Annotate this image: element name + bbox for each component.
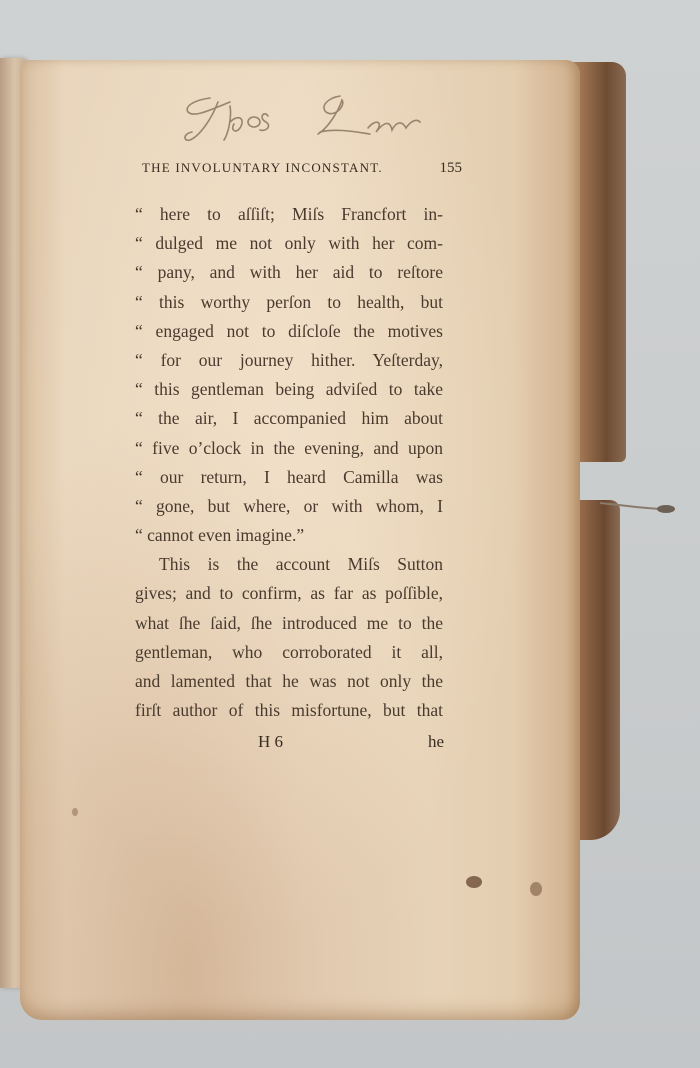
handwritten-signature bbox=[170, 88, 450, 148]
running-head-title: THE INVOLUNTARY INCONSTANT. bbox=[142, 160, 383, 175]
page-number: 155 bbox=[439, 160, 462, 176]
page-footer bbox=[258, 732, 444, 752]
body-text bbox=[135, 200, 443, 725]
text-line: “ cannot even imagine.” bbox=[135, 525, 305, 546]
text-line: gentleman, who corroborated it all, bbox=[135, 641, 443, 662]
running-head bbox=[142, 160, 462, 177]
text-line: firſt author of this misfortune, but that bbox=[135, 700, 443, 721]
ink-spot bbox=[530, 882, 542, 896]
text-line: what ſhe ſaid, ſhe introduced me to the bbox=[135, 612, 443, 633]
text-line: “ engaged not to diſcloſe the motives bbox=[135, 320, 443, 341]
text-line: “ pany, and with her aid to reſtore bbox=[135, 262, 443, 283]
text-line: “ the air, I accompanied him about bbox=[135, 408, 443, 429]
text-line: “ for our journey hither. Yeſterday, bbox=[135, 349, 443, 370]
text-line: “ five o’clock in the evening, and upon bbox=[135, 437, 443, 458]
text-line: and lamented that he was not only the bbox=[135, 671, 443, 691]
text-line: “ dulged me not only with her com- bbox=[135, 233, 443, 254]
text-line: “ this gentleman being adviſed to take bbox=[135, 379, 443, 400]
text-line: gives; and to confirm, as far as poſſible, bbox=[135, 583, 443, 604]
ink-spot bbox=[72, 808, 78, 816]
book-page bbox=[20, 60, 580, 1020]
text-line: “ this worthy perſon to health, but bbox=[135, 291, 443, 312]
paragraph-first-line: This is the account Miſs Sutton bbox=[159, 554, 443, 575]
bookmark-string bbox=[600, 499, 680, 513]
ink-spot bbox=[466, 876, 482, 888]
catchword: he bbox=[427, 732, 444, 751]
text-line: “ gone, but where, or with whom, I bbox=[135, 495, 443, 516]
text-line: “ our return, I heard Camilla was bbox=[135, 466, 443, 487]
signature-mark: H 6 bbox=[258, 732, 284, 751]
text-line: “ here to aſſiſt; Miſs Francfort in- bbox=[135, 204, 443, 224]
